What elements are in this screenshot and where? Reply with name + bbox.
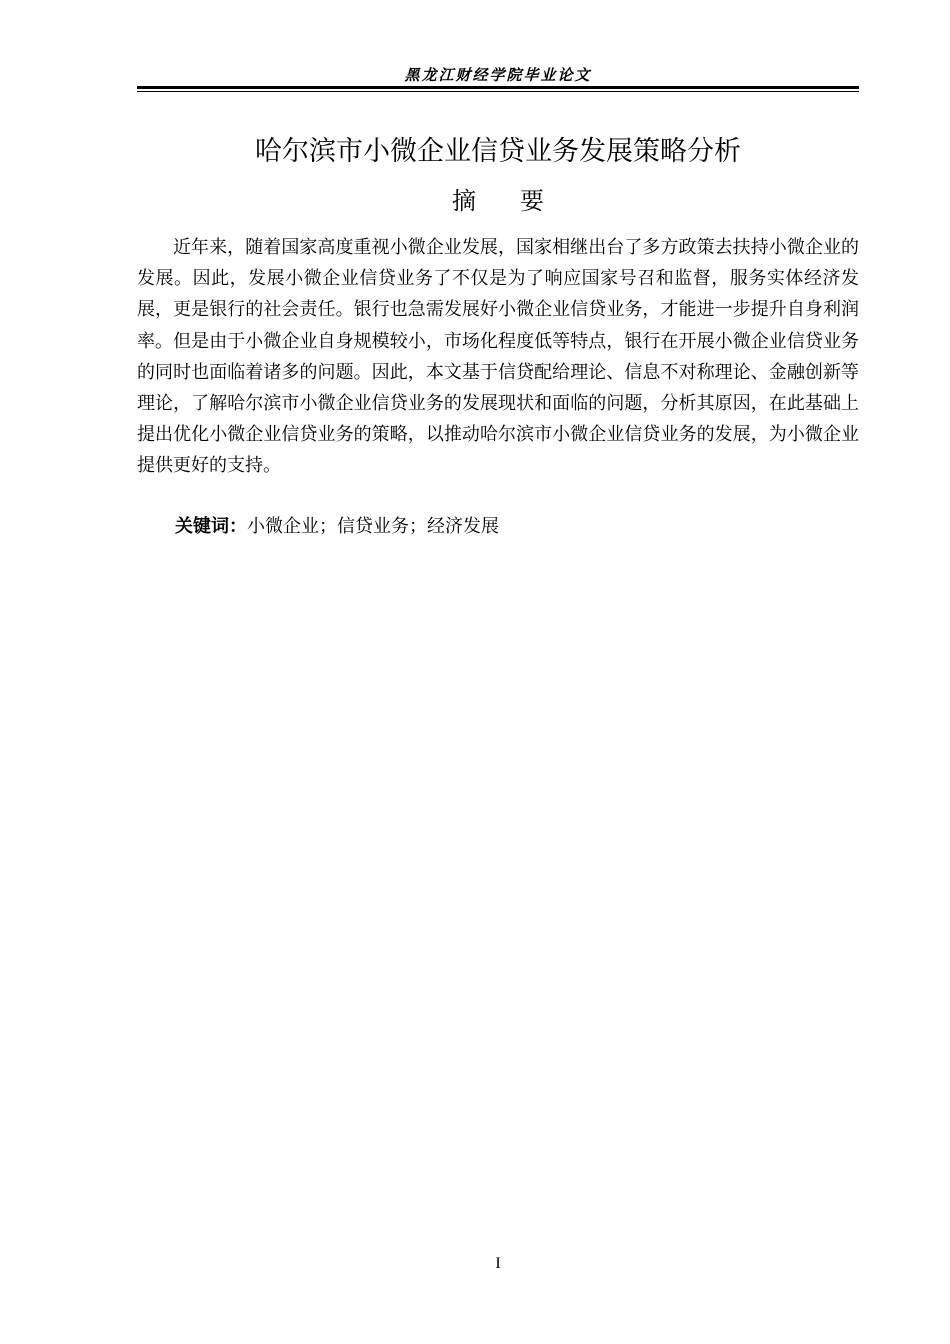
keywords-line <box>175 511 499 543</box>
keywords-value: 小微企业；信贷业务；经济发展 <box>247 516 499 537</box>
header-rule-thin <box>137 91 859 92</box>
header-rule-thick <box>137 86 859 89</box>
abstract-body: 近年来，随着国家高度重视小微企业发展，国家相继出台了多方政策去扶持小微企业的发展。因此，发展小微企业信贷业务了不仅是为了响应国家号召和监督，服务实体经济发展，更是银行的社会责任。银行也急需发展好小微企业信贷业务，才能进一步提升自身利润率。但是由于小微企业自身规模较小，市场化程度低等特点，银行在开展小微企业信贷业务的同时也面临着诸多的问题。因此，本文基于信贷配给理论、信息不对称理论、金融创新等理论，了解哈尔滨市小微企业信贷业务的发展现状和面临的问题，分析其原因，在此基础上提出优化小微企业信贷业务的策略，以推动哈尔滨市小微企业信贷业务的发展，为小微企业提供更好的支持。 <box>137 237 859 477</box>
page-number: I <box>495 1255 501 1272</box>
keywords-label: 关键词： <box>175 516 247 537</box>
running-header: 黑龙江财经学院毕业论文 <box>404 66 592 84</box>
document-title: 哈尔滨市小微企业信贷业务发展策略分析 <box>255 136 741 167</box>
abstract-heading: 摘要 <box>452 187 588 215</box>
